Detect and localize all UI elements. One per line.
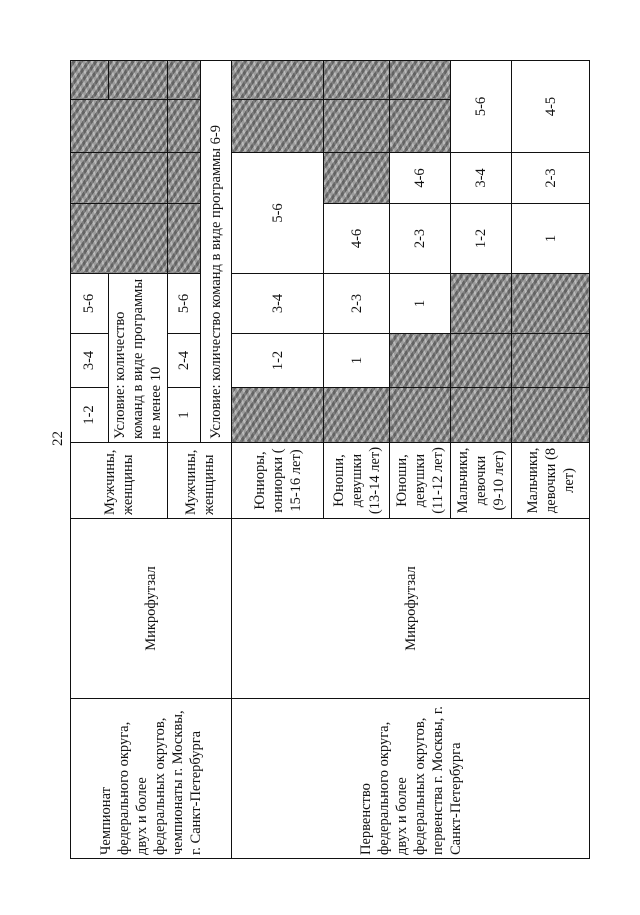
youth-value-cell: 4-6	[324, 204, 390, 274]
shaded-cell	[324, 153, 390, 204]
youth-group-cell: Мальчики, девочки (9-10 лет)	[451, 443, 512, 519]
shaded-cell	[168, 61, 201, 100]
shaded-cell	[324, 61, 390, 100]
shaded-cell	[232, 388, 324, 443]
shaded-cell	[168, 100, 201, 153]
youth-value-cell: 4-6	[390, 153, 451, 204]
shaded-cell	[451, 334, 512, 388]
table-row	[232, 61, 324, 859]
shaded-cell	[168, 153, 201, 204]
shaded-cell	[71, 204, 168, 274]
youth-value-cell: 5-6	[232, 153, 324, 274]
shaded-cell	[451, 274, 512, 334]
shaded-cell	[390, 61, 451, 100]
youth-value-cell: 3-4	[451, 153, 512, 204]
youth-value-cell: 1	[324, 334, 390, 388]
champ-g1-value-cell: 1-2	[71, 388, 109, 443]
youth-value-cell: 2-3	[512, 153, 590, 204]
shaded-cell	[324, 388, 390, 443]
youth-value-cell: 1-2	[232, 334, 324, 388]
champ-g2-value-cell: 1	[168, 388, 201, 443]
ranking-table	[70, 60, 590, 859]
shaded-cell	[232, 100, 324, 153]
champ-g1-value-cell: 5-6	[71, 274, 109, 334]
shaded-cell	[71, 153, 168, 204]
shaded-cell	[451, 388, 512, 443]
youth-event-cell: Первенство федерального округа, двух и более федеральных округов, первенства г. Москвы, г. Санкт-Петербурга	[232, 699, 590, 859]
youth-value-cell: 2-3	[390, 204, 451, 274]
youth-discipline-cell: Микрофутзал	[232, 519, 590, 699]
youth-group-cell: Юноши, девушки (11-12 лет)	[390, 443, 451, 519]
shaded-cell	[512, 274, 590, 334]
youth-group-cell: Мальчики, девочки (8 лет)	[512, 443, 590, 519]
shaded-cell	[390, 100, 451, 153]
youth-group-cell: Юноши, девушки (13-14 лет)	[324, 443, 390, 519]
champ-event-cell: Чемпионат федерального округа, двух и более федеральных округов, чемпионаты г. Москвы, г. Санкт-Петербурга	[71, 699, 232, 859]
champ-g2-value-cell: 5-6	[168, 274, 201, 334]
youth-value-cell: 4-5	[512, 61, 590, 153]
champ-condition1-cell: Условие: количество команд в виде программы не менее 10	[109, 274, 168, 443]
youth-group-cell: Юниоры, юниорки ( 15-16 лет)	[232, 443, 324, 519]
shaded-cell	[324, 100, 390, 153]
champ-g1-value-cell: 3-4	[71, 334, 109, 388]
shaded-cell	[390, 334, 451, 388]
champ-condition2-cell: Условие: количество команд в виде программы 6-9	[201, 61, 232, 443]
youth-value-cell: 1	[390, 274, 451, 334]
shaded-cell	[512, 388, 590, 443]
shaded-cell	[109, 61, 168, 100]
shaded-cell	[71, 61, 109, 100]
shaded-cell	[71, 100, 168, 153]
page-number: 22	[50, 431, 66, 446]
table-row	[71, 61, 109, 859]
champ-group2-cell: Мужчины, женщины	[168, 443, 232, 519]
youth-value-cell: 2-3	[324, 274, 390, 334]
shaded-cell	[512, 334, 590, 388]
champ-discipline-cell: Микрофутзал	[71, 519, 232, 699]
youth-value-cell: 1-2	[451, 204, 512, 274]
shaded-cell	[168, 204, 201, 274]
youth-value-cell: 1	[512, 204, 590, 274]
champ-group1-cell: Мужчины, женщины	[71, 443, 168, 519]
champ-g2-value-cell: 2-4	[168, 334, 201, 388]
youth-value-cell: 5-6	[451, 61, 512, 153]
rotated-table	[70, 61, 577, 859]
shaded-cell	[390, 388, 451, 443]
youth-value-cell: 3-4	[232, 274, 324, 334]
shaded-cell	[232, 61, 324, 100]
